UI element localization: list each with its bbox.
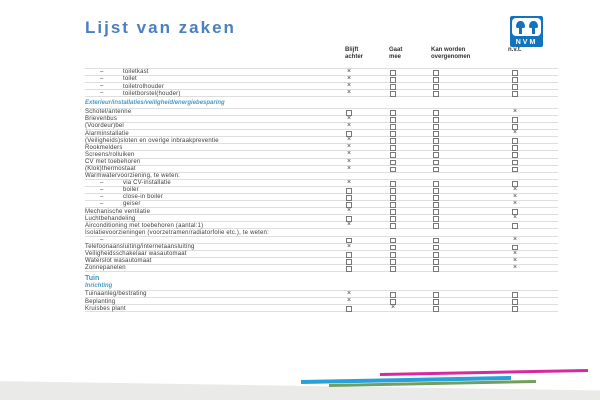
table-row [85,159,558,166]
column-header-line: Gaat [389,47,403,53]
checkbox-cell [387,258,399,264]
checkbox-cell [387,222,399,228]
empty-checkbox [433,188,440,194]
empty-checkbox [433,259,440,265]
list-dash: – [100,90,104,97]
empty-checkbox [390,202,397,208]
x-mark: × [346,242,352,250]
checkbox-cell [343,305,355,311]
list-dash: – [100,76,104,83]
empty-checkbox [390,223,397,229]
logo-figure-icon [516,21,525,28]
empty-checkbox [433,245,440,251]
checkbox-cell [509,76,521,82]
checkbox-cell [430,305,442,311]
checkbox-cell [387,151,399,157]
table-row [85,180,558,187]
checkbox-cell [430,222,442,228]
x-mark: × [346,178,352,186]
item-label: geiser [123,201,141,208]
empty-checkbox [390,138,397,144]
checkbox-cell [387,159,399,165]
x-mark: × [390,304,396,312]
table-row [85,69,558,76]
table-row [85,298,558,305]
empty-checkbox [512,84,519,90]
item-label: Warmwatervoorziening, te weten: [85,173,181,180]
item-label: Screens/rolluiken [85,151,135,158]
table-row [85,215,558,222]
empty-checkbox [390,84,397,90]
item-label: Waterslot wasautomaat [85,258,152,265]
empty-checkbox [512,117,519,123]
x-mark: × [512,249,518,257]
item-label: Mechanische ventilatie [85,208,151,215]
checkbox-cell [509,244,521,250]
item-label: via CV-installatie [123,180,171,187]
checkbox-cell [509,159,521,165]
item-label: Brievenbus [85,116,118,123]
empty-checkbox [433,138,440,144]
x-mark: × [346,122,352,130]
checkbox-cell [509,90,521,96]
empty-checkbox [390,77,397,83]
table-row [85,222,558,229]
checkbox-cell [509,69,521,75]
table-row [85,201,558,208]
empty-checkbox [390,167,397,173]
items-table [85,68,558,312]
checkbox-cell [430,116,442,122]
x-mark: × [512,263,518,271]
checkbox-cell [387,130,399,136]
empty-checkbox [512,299,519,305]
nvm-logo [510,16,543,47]
item-label: Luchtbehandeling [85,215,136,222]
checkbox-cell [430,298,442,304]
item-label: Beplanting [85,298,116,305]
empty-checkbox [346,266,353,272]
empty-checkbox [433,202,440,208]
list-dash: – [100,69,104,75]
checkbox-cell [387,265,399,271]
checkbox-cell [430,76,442,82]
empty-checkbox [433,252,440,258]
empty-checkbox [390,259,397,265]
table-row [85,83,558,90]
empty-checkbox [433,299,440,305]
empty-checkbox [390,91,397,97]
list-dash: – [100,83,104,90]
empty-checkbox [346,252,353,258]
x-mark: × [346,157,352,165]
checkbox-cell [387,69,399,75]
empty-checkbox [390,145,397,151]
empty-checkbox [433,306,440,312]
x-mark: × [346,143,352,151]
item-label: (Voordeur)bel [85,123,124,130]
empty-checkbox [433,181,440,187]
checkbox-cell [387,166,399,172]
empty-checkbox [390,124,397,130]
item-label: (Klok)thermostaat [85,166,136,173]
checkbox-cell [430,130,442,136]
empty-checkbox [433,160,440,166]
checkbox-cell [430,187,442,193]
checkbox-cell [430,69,442,75]
empty-checkbox [390,131,397,137]
table-row [85,166,558,173]
checkbox-cell [509,116,521,122]
item-label: Alarminstallatie [85,130,129,137]
empty-checkbox [433,77,440,83]
checkbox-cell [509,180,521,186]
table-row [85,251,558,258]
empty-checkbox [512,167,519,173]
empty-checkbox [346,188,353,194]
checkbox-cell [430,251,442,257]
item-label: close-in boiler [123,194,164,201]
empty-checkbox [346,306,353,312]
checkbox-cell [343,187,355,193]
checkbox-cell [430,159,442,165]
item-label: Zonnepanelen [85,265,126,272]
empty-checkbox [346,195,353,201]
checkbox-cell [430,215,442,221]
checkbox-cell [509,83,521,89]
x-mark: × [512,256,518,264]
empty-checkbox [390,117,397,123]
checkbox-cell [509,305,521,311]
checkbox-cell [430,265,442,271]
item-label: Veiligheidsschakelaar wasautomaat [85,251,187,258]
empty-checkbox [390,188,397,194]
table-row [85,144,558,151]
column-header-line: n.v.t. [508,47,522,53]
table-row [85,116,558,123]
item-label: Isolatievoorzieningen (voorzetramen/radiatorfolie etc.), te weten: [85,229,269,236]
section-rows [85,108,558,272]
checkbox-cell [509,151,521,157]
empty-checkbox [433,266,440,272]
checkbox-cell [509,222,521,228]
empty-checkbox [390,245,397,251]
x-mark: × [512,214,518,222]
x-mark: × [346,221,352,229]
list-dash: – [100,186,104,193]
empty-checkbox [390,292,397,298]
column-header-line: Kan worden [431,47,466,53]
table-row [85,305,558,312]
empty-checkbox [390,252,397,258]
item-label: Airconditioning met toebehoren (aantal:1) [85,222,204,229]
empty-checkbox [390,110,397,116]
empty-checkbox [390,209,397,215]
empty-checkbox [433,216,440,222]
x-mark: × [346,164,352,172]
section [85,97,558,272]
checkbox-cell [387,123,399,129]
empty-checkbox [433,152,440,158]
item-label: CV met toebehoren [85,158,141,165]
nvm-logo-icon [512,18,541,36]
checkbox-cell [387,187,399,193]
list-dash: – [100,194,104,200]
empty-checkbox [512,160,519,166]
checkbox-cell [509,144,521,150]
checkbox-cell [387,194,399,200]
checkbox-cell [343,265,355,271]
column-header-gaat-mee [389,47,402,61]
empty-checkbox [512,70,519,76]
checkbox-cell [430,194,442,200]
table-row [85,109,558,116]
item-label: toiletkast [123,69,149,76]
checkbox-cell [343,251,355,257]
checkbox-cell [430,123,442,129]
section-rows [85,68,558,97]
empty-checkbox [346,259,353,265]
item-label: Telefoonaansluiting/internetaansluiting [85,244,195,251]
empty-checkbox [512,292,519,298]
table-row [85,187,558,194]
empty-checkbox [433,195,440,201]
table-row [85,229,558,236]
empty-checkbox [390,70,397,76]
empty-checkbox [433,110,440,116]
item-label: toilet [123,76,137,83]
checkbox-cell [343,237,355,243]
item-label: toiletborstel(houder) [123,90,181,97]
checkbox-cell [387,116,399,122]
x-mark: × [346,290,352,298]
table-row [85,173,558,180]
empty-checkbox [433,70,440,76]
column-header-line: mee [389,54,402,60]
table-row [85,258,558,265]
checkbox-cell [430,180,442,186]
empty-checkbox [433,167,440,173]
x-mark: × [346,150,352,158]
item-label: boiler [123,187,139,194]
item-label: (Veiligheids)sloten en overige inbraakpreventie [85,137,219,144]
table-row [85,265,558,272]
column-header-line: achter [345,54,364,60]
logo-figure-icon [529,21,538,28]
x-mark: × [512,235,518,243]
empty-checkbox [390,160,397,166]
empty-checkbox [512,145,519,151]
checkbox-cell [430,109,442,115]
section-header: Tuin [85,274,100,282]
page-title: Lijst van zaken [85,18,236,37]
checkbox-cell [387,83,399,89]
checkbox-cell [387,291,399,297]
empty-checkbox [512,223,519,229]
checkbox-cell [430,137,442,143]
section [85,68,558,97]
empty-checkbox [390,216,397,222]
x-mark: × [346,114,352,122]
table-row [85,76,558,83]
empty-checkbox [512,138,519,144]
checkbox-cell [430,244,442,250]
checkbox-cell [509,298,521,304]
table-row [85,244,558,251]
table-row [85,90,558,97]
checkbox-cell [387,215,399,221]
table-row [85,151,558,158]
empty-checkbox [512,152,519,158]
table-row [85,137,558,144]
column-header-line: Blijft [345,47,359,53]
section-header: Exterieur/installaties/veiligheid/energiebesparing [85,99,225,106]
checkbox-cell [509,166,521,172]
table-row [85,123,558,130]
checkbox-cell [430,201,442,207]
item-label: Kruisbes plant [85,305,126,312]
empty-checkbox [390,266,397,272]
checkbox-cell [430,90,442,96]
empty-checkbox [433,84,440,90]
x-mark: × [346,75,352,83]
checkbox-cell [387,251,399,257]
x-mark: × [512,185,518,193]
x-mark: × [512,129,518,137]
checkbox-cell [387,237,399,243]
item-label: toiletrolhouder [123,83,165,90]
empty-checkbox [512,306,519,312]
checkbox-cell [387,76,399,82]
list-dash: – [100,201,104,208]
x-mark: × [346,68,352,75]
checkbox-cell [430,151,442,157]
checkbox-cell [509,137,521,143]
empty-checkbox [433,91,440,97]
empty-checkbox [390,195,397,201]
list-dash: – [100,179,104,186]
empty-checkbox [433,223,440,229]
list-dash: – [100,236,104,243]
x-mark: × [512,193,518,200]
column-header-kan-worden-overgenomen [431,47,470,61]
checkbox-cell [387,90,399,96]
empty-checkbox [433,145,440,151]
checkbox-cell [430,166,442,172]
x-mark: × [512,200,518,208]
x-mark: × [512,107,518,115]
checkbox-cell [430,208,442,214]
item-label: Schotel/antenne [85,109,132,116]
x-mark: × [346,297,352,305]
section-rows [85,290,558,312]
empty-checkbox [390,238,397,244]
column-header-nvt [508,47,522,54]
checkbox-cell [387,208,399,214]
table-row [85,237,558,244]
empty-checkbox [433,117,440,123]
table-column-headers [85,47,558,63]
empty-checkbox [390,181,397,187]
table-row [85,291,558,298]
empty-checkbox [433,292,440,298]
checkbox-cell [387,144,399,150]
empty-checkbox [433,238,440,244]
checkbox-cell [387,244,399,250]
checkbox-cell [430,237,442,243]
column-header-blijft-achter [345,47,363,61]
checkbox-cell [387,180,399,186]
x-mark: × [346,89,352,97]
column-header-line: overgenomen [431,54,471,60]
item-label: Tuinaanleg/bestrating [85,291,147,298]
table-row [85,194,558,201]
checkbox-cell [387,109,399,115]
checkbox-cell [430,258,442,264]
item-label: Rookmelders [85,144,123,151]
x-mark: × [346,82,352,90]
section-subheader: Inrichting [85,283,113,290]
checkbox-cell [430,291,442,297]
brand-stripe-magenta [380,369,588,376]
empty-checkbox [512,77,519,83]
checkbox-cell [509,291,521,297]
bottom-gray-band [0,381,600,400]
table-row [85,130,558,137]
checkbox-cell [430,83,442,89]
checkbox-cell [387,137,399,143]
table-row [85,208,558,215]
checkbox-cell [343,258,355,264]
checkbox-cell [387,201,399,207]
empty-checkbox [512,91,519,97]
checkbox-cell [343,194,355,200]
nvm-logo-text: NVM [515,39,538,46]
checkbox-cell [430,144,442,150]
x-mark: × [346,136,352,144]
empty-checkbox [390,152,397,158]
empty-checkbox [433,131,440,137]
empty-checkbox [433,124,440,130]
section [85,272,558,312]
x-mark: × [346,207,352,215]
empty-checkbox [433,209,440,215]
